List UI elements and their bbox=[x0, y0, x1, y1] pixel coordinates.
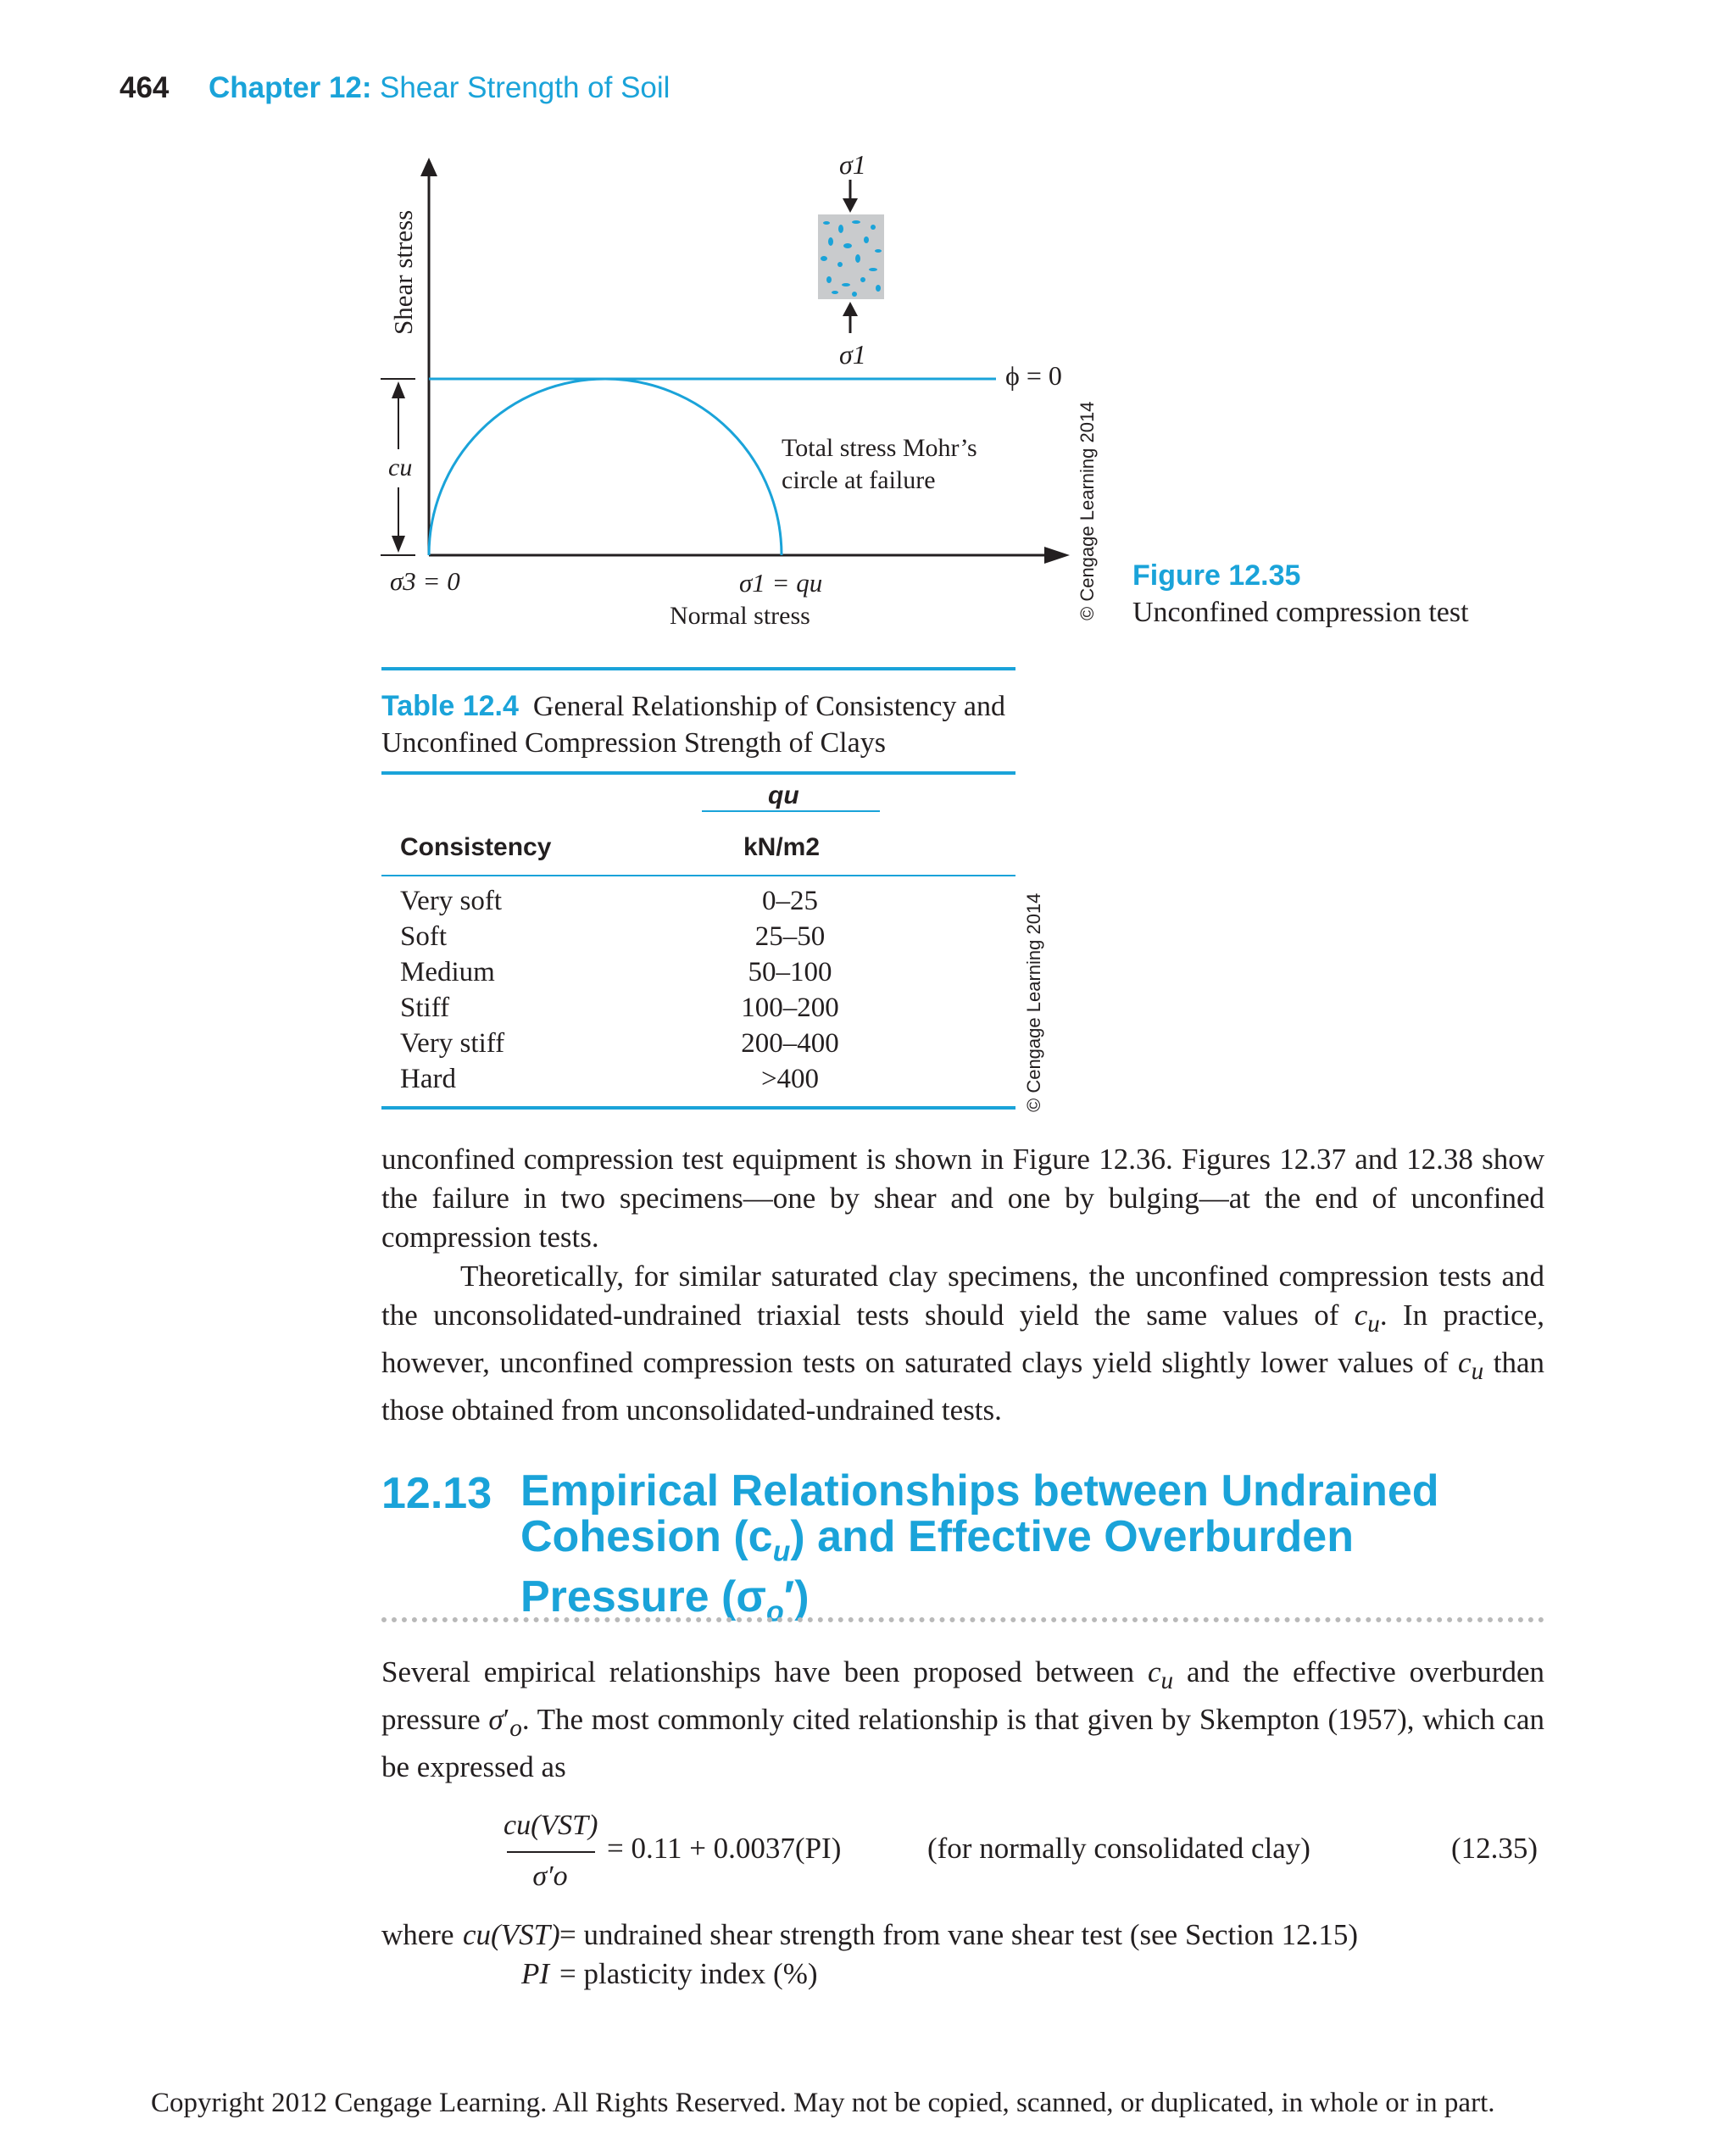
cell-consistency: Hard bbox=[400, 1064, 456, 1094]
table-col2-unit: kN/m2 bbox=[743, 833, 821, 861]
body-text bbox=[381, 1140, 1544, 1430]
table-row bbox=[400, 1061, 993, 1097]
table-caption-label: Table 12.4 bbox=[381, 690, 519, 722]
figure-credit: © Cengage Learning 2014 bbox=[1077, 401, 1098, 620]
cell-qu: >400 bbox=[760, 1064, 820, 1094]
table-row bbox=[400, 883, 993, 919]
table-row bbox=[400, 1026, 993, 1061]
table-credit: © Cengage Learning 2014 bbox=[1023, 893, 1044, 1112]
equation-denominator: σ′o bbox=[532, 1861, 568, 1892]
sigma1-qu-label: σ1 = qu bbox=[739, 568, 823, 598]
table-col2-symbol: qu bbox=[768, 781, 799, 809]
page-number: 464 bbox=[120, 71, 170, 104]
equation-rhs: = 0.11 + 0.0037(PI) bbox=[607, 1832, 842, 1865]
cell-consistency: Soft bbox=[400, 921, 448, 952]
where-symbol-cu: cu(VST) bbox=[463, 1918, 560, 1951]
chapter-label: Chapter 12: bbox=[209, 71, 372, 104]
figure-caption-label: Figure 12.35 bbox=[1132, 559, 1301, 592]
phi-label: ϕ = 0 bbox=[1005, 360, 1062, 391]
circle-label-line1: Total stress Mohr’s bbox=[782, 434, 977, 462]
sigma1-arrow-top-head bbox=[843, 198, 858, 213]
mohr-circle-figure bbox=[0, 0, 1736, 678]
table-top-rule bbox=[381, 667, 1015, 670]
cell-qu: 25–50 bbox=[754, 921, 826, 952]
mohr-circle bbox=[429, 379, 782, 555]
where-line1-text: = undrained shear strength from vane shear test (see Section 12.15) bbox=[559, 1918, 1359, 1951]
table-row bbox=[400, 990, 993, 1026]
where-symbol-pi: PI bbox=[521, 1957, 550, 1990]
circle-label-line2: circle at failure bbox=[782, 466, 936, 494]
sigma1-arrow-bottom-head bbox=[843, 302, 858, 316]
table-col1-header: Consistency bbox=[400, 833, 552, 861]
section-number: 12.13 bbox=[381, 1469, 492, 1518]
cu-arrow-down bbox=[392, 536, 405, 553]
copyright-footer: Copyright 2012 Cengage Learning. All Rights Reserved. May not be copied, scanned, or duplicated, in whole or in part. bbox=[151, 2088, 1495, 2118]
where-clause bbox=[381, 1916, 1358, 1994]
paragraph-2: Theoretically, for similar saturated clay specimens, the unconfined compression tests and the unconsolidated-undrained triaxial tests should yield the same values of $c_u$. In practice, however, unconfined compression tests on saturated clays yield slightly lower values of $c_u$ than those obtained from unconsolidated-undrained tests. bbox=[381, 1260, 1545, 1427]
equation-numerator: cu(VST) bbox=[504, 1810, 598, 1841]
section-divider bbox=[381, 1617, 1544, 1622]
cell-consistency: Medium bbox=[400, 957, 495, 987]
sigma1-bottom-label: σ1 bbox=[839, 339, 866, 370]
cell-consistency: Very stiff bbox=[400, 1028, 505, 1059]
paragraph-1: unconfined compression test equipment is shown in Figure 12.36. Figures 12.37 and 12.38 show the failure in two specimens—one by shear and one by bulging—at the end of unconfined compression tests. bbox=[381, 1143, 1544, 1254]
sigma1-top-label: σ1 bbox=[839, 149, 866, 180]
y-axis-arrow bbox=[420, 158, 437, 176]
cell-consistency: Stiff bbox=[400, 993, 450, 1023]
equation-fraction-bar bbox=[507, 1851, 595, 1853]
cu-arrow-up bbox=[392, 381, 405, 398]
where-word: where bbox=[381, 1918, 454, 1951]
section-title: Empirical Relationships between Undrained Cohesion $(c_u)$ and Effective Overburden Pressure $(\sigma_o')$ bbox=[520, 1466, 1439, 1628]
intro-paragraph: Several empirical relationships have been proposed between $c_u$ and the effective overburden pressure $\sigma'_o$. The most commonly cited relationship is that given by Skempton (1957), which can be expressed as bbox=[381, 1655, 1544, 1783]
equation-condition: (for normally consolidated clay) bbox=[927, 1832, 1310, 1865]
cell-qu: 100–200 bbox=[741, 993, 839, 1023]
x-axis-arrow bbox=[1044, 547, 1070, 564]
table-caption bbox=[381, 688, 1026, 761]
figure-caption-text: Unconfined compression test bbox=[1132, 597, 1469, 628]
table-bottom-rule bbox=[381, 1106, 1015, 1110]
chapter-title: Shear Strength of Soil bbox=[380, 71, 670, 104]
table-subheader-rule bbox=[381, 875, 1015, 876]
table-header-rule bbox=[381, 771, 1015, 775]
cell-consistency: Very soft bbox=[400, 886, 503, 916]
table-col2-rule bbox=[702, 810, 880, 812]
where-line2-text: = plasticity index (%) bbox=[559, 1957, 818, 1990]
x-axis-label: Normal stress bbox=[670, 602, 810, 630]
table-row bbox=[400, 919, 993, 954]
cell-qu: 200–400 bbox=[741, 1028, 839, 1059]
table-caption-text: General Relationship of Consistency and Unconfined Compression Strength of Clays bbox=[381, 691, 1006, 759]
y-axis-label: Shear stress bbox=[388, 209, 418, 335]
sigma3-label: σ3 = 0 bbox=[390, 566, 460, 596]
equation-number: (12.35) bbox=[1451, 1832, 1538, 1865]
table-body bbox=[400, 883, 993, 1097]
cell-qu: 50–100 bbox=[748, 957, 832, 987]
cu-label: cu bbox=[388, 453, 413, 481]
table-row bbox=[400, 954, 993, 990]
cell-qu: 0–25 bbox=[762, 886, 818, 916]
